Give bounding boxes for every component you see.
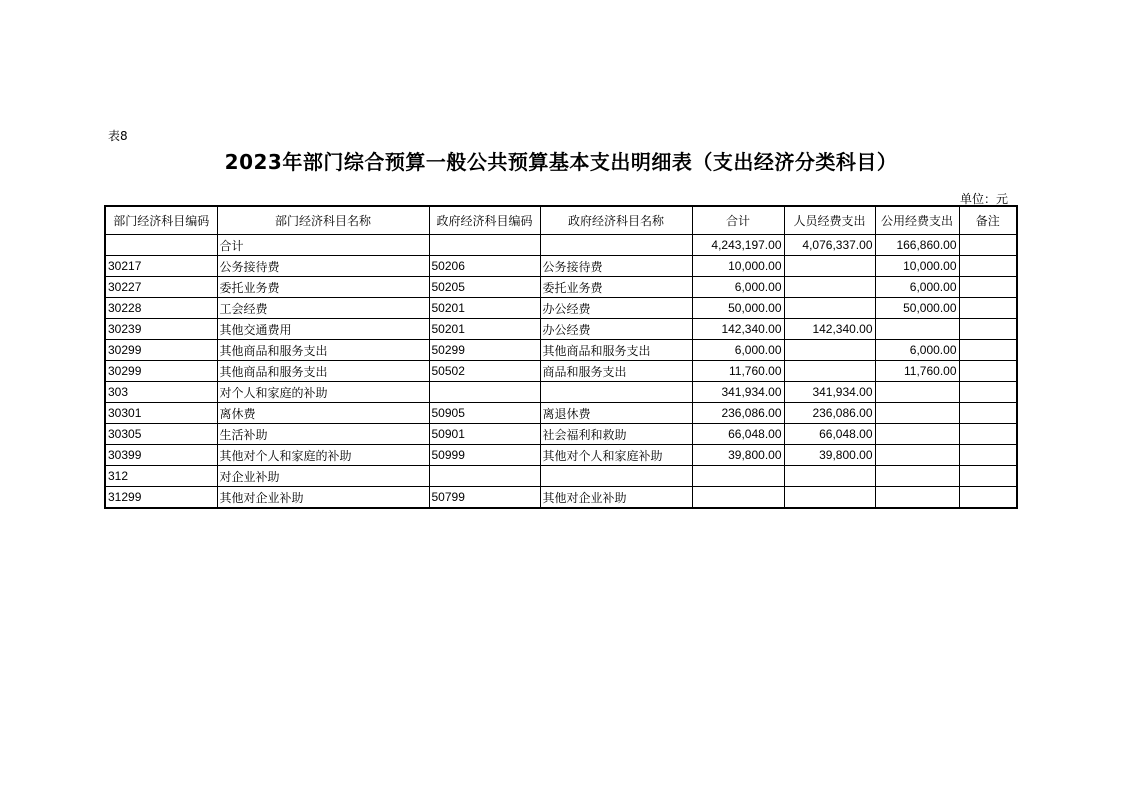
table-row <box>105 487 1017 509</box>
cell-gov-code <box>429 235 540 256</box>
table-body <box>105 235 1017 509</box>
cell-dept-code: 30299 <box>105 361 217 382</box>
cell-dept-name: 对个人和家庭的补助 <box>217 382 429 403</box>
cell-gov-code: 50901 <box>429 424 540 445</box>
cell-total: 236,086.00 <box>692 403 784 424</box>
cell-remark <box>959 403 1017 424</box>
cell-personnel <box>784 487 875 509</box>
document-title: 2023年部门综合预算一般公共预算基本支出明细表（支出经济分类科目） <box>224 150 898 174</box>
cell-gov-code: 50799 <box>429 487 540 509</box>
cell-public: 11,760.00 <box>875 361 959 382</box>
table-row <box>105 361 1017 382</box>
cell-gov-name: 离退休费 <box>540 403 692 424</box>
cell-personnel: 4,076,337.00 <box>784 235 875 256</box>
header-gov-name: 政府经济科目名称 <box>540 206 692 235</box>
cell-gov-code: 50201 <box>429 319 540 340</box>
cell-total <box>692 487 784 509</box>
cell-public: 166,860.00 <box>875 235 959 256</box>
cell-gov-code: 50999 <box>429 445 540 466</box>
cell-total: 4,243,197.00 <box>692 235 784 256</box>
cell-remark <box>959 424 1017 445</box>
cell-remark <box>959 487 1017 509</box>
header-dept-name: 部门经济科目名称 <box>217 206 429 235</box>
cell-gov-name <box>540 235 692 256</box>
table-row <box>105 466 1017 487</box>
header-public: 公用经费支出 <box>875 206 959 235</box>
unit-label: 单位：元 <box>960 192 1009 206</box>
cell-dept-code: 30299 <box>105 340 217 361</box>
cell-total: 142,340.00 <box>692 319 784 340</box>
cell-gov-name: 其他商品和服务支出 <box>540 340 692 361</box>
cell-dept-name: 生活补助 <box>217 424 429 445</box>
cell-personnel: 236,086.00 <box>784 403 875 424</box>
header-dept-code: 部门经济科目编码 <box>105 206 217 235</box>
cell-dept-name: 工会经费 <box>217 298 429 319</box>
cell-gov-name <box>540 466 692 487</box>
cell-dept-name: 对企业补助 <box>217 466 429 487</box>
cell-dept-code: 303 <box>105 382 217 403</box>
cell-total: 10,000.00 <box>692 256 784 277</box>
cell-total: 39,800.00 <box>692 445 784 466</box>
table-row <box>105 445 1017 466</box>
cell-public: 6,000.00 <box>875 277 959 298</box>
cell-gov-name: 办公经费 <box>540 319 692 340</box>
cell-public <box>875 445 959 466</box>
cell-personnel <box>784 466 875 487</box>
table-row <box>105 235 1017 256</box>
cell-personnel <box>784 298 875 319</box>
cell-public <box>875 403 959 424</box>
cell-total: 66,048.00 <box>692 424 784 445</box>
cell-total: 11,760.00 <box>692 361 784 382</box>
cell-public <box>875 466 959 487</box>
table-row <box>105 256 1017 277</box>
cell-dept-name: 其他对企业补助 <box>217 487 429 509</box>
cell-remark <box>959 382 1017 403</box>
table-row <box>105 319 1017 340</box>
cell-personnel <box>784 361 875 382</box>
cell-gov-name: 办公经费 <box>540 298 692 319</box>
cell-dept-code: 30227 <box>105 277 217 298</box>
cell-gov-code: 50206 <box>429 256 540 277</box>
budget-detail-table <box>104 205 1018 509</box>
cell-personnel: 66,048.00 <box>784 424 875 445</box>
cell-dept-code: 312 <box>105 466 217 487</box>
cell-dept-name: 其他交通费用 <box>217 319 429 340</box>
table-row <box>105 403 1017 424</box>
cell-dept-code: 30301 <box>105 403 217 424</box>
cell-gov-code <box>429 382 540 403</box>
cell-gov-code: 50201 <box>429 298 540 319</box>
cell-dept-name: 合计 <box>217 235 429 256</box>
cell-dept-name: 其他商品和服务支出 <box>217 361 429 382</box>
cell-total: 50,000.00 <box>692 298 784 319</box>
cell-remark <box>959 466 1017 487</box>
header-personnel: 人员经费支出 <box>784 206 875 235</box>
cell-gov-code: 50299 <box>429 340 540 361</box>
cell-gov-name <box>540 382 692 403</box>
cell-public <box>875 487 959 509</box>
cell-remark <box>959 445 1017 466</box>
cell-gov-name: 其他对个人和家庭补助 <box>540 445 692 466</box>
cell-public: 10,000.00 <box>875 256 959 277</box>
table-number-label: 表8 <box>108 129 128 143</box>
cell-personnel: 142,340.00 <box>784 319 875 340</box>
cell-dept-code: 30239 <box>105 319 217 340</box>
cell-remark <box>959 361 1017 382</box>
table-row <box>105 424 1017 445</box>
cell-public <box>875 319 959 340</box>
cell-gov-code: 50905 <box>429 403 540 424</box>
cell-dept-code: 30305 <box>105 424 217 445</box>
cell-gov-code <box>429 466 540 487</box>
cell-personnel <box>784 256 875 277</box>
cell-dept-name: 公务接待费 <box>217 256 429 277</box>
cell-dept-name: 其他对个人和家庭的补助 <box>217 445 429 466</box>
cell-public <box>875 382 959 403</box>
cell-remark <box>959 277 1017 298</box>
cell-total: 6,000.00 <box>692 340 784 361</box>
cell-dept-code <box>105 235 217 256</box>
cell-dept-name: 委托业务费 <box>217 277 429 298</box>
cell-gov-name: 委托业务费 <box>540 277 692 298</box>
table-row <box>105 298 1017 319</box>
cell-remark <box>959 235 1017 256</box>
cell-total: 6,000.00 <box>692 277 784 298</box>
cell-remark <box>959 256 1017 277</box>
cell-gov-name: 公务接待费 <box>540 256 692 277</box>
cell-personnel: 341,934.00 <box>784 382 875 403</box>
cell-public: 6,000.00 <box>875 340 959 361</box>
cell-personnel: 39,800.00 <box>784 445 875 466</box>
cell-remark <box>959 298 1017 319</box>
table-row <box>105 340 1017 361</box>
cell-remark <box>959 319 1017 340</box>
cell-dept-code: 30217 <box>105 256 217 277</box>
cell-dept-code: 30228 <box>105 298 217 319</box>
cell-dept-code: 31299 <box>105 487 217 509</box>
cell-dept-name: 离休费 <box>217 403 429 424</box>
cell-gov-code: 50502 <box>429 361 540 382</box>
table-row <box>105 277 1017 298</box>
cell-total: 341,934.00 <box>692 382 784 403</box>
cell-dept-name: 其他商品和服务支出 <box>217 340 429 361</box>
cell-gov-code: 50205 <box>429 277 540 298</box>
cell-public <box>875 424 959 445</box>
header-remark: 备注 <box>959 206 1017 235</box>
cell-gov-name: 其他对企业补助 <box>540 487 692 509</box>
cell-total <box>692 466 784 487</box>
cell-personnel <box>784 340 875 361</box>
cell-personnel <box>784 277 875 298</box>
cell-public: 50,000.00 <box>875 298 959 319</box>
table-header-row <box>105 206 1017 235</box>
cell-remark <box>959 340 1017 361</box>
cell-gov-name: 商品和服务支出 <box>540 361 692 382</box>
cell-dept-code: 30399 <box>105 445 217 466</box>
header-total: 合计 <box>692 206 784 235</box>
cell-gov-name: 社会福利和救助 <box>540 424 692 445</box>
header-gov-code: 政府经济科目编码 <box>429 206 540 235</box>
table-row <box>105 382 1017 403</box>
